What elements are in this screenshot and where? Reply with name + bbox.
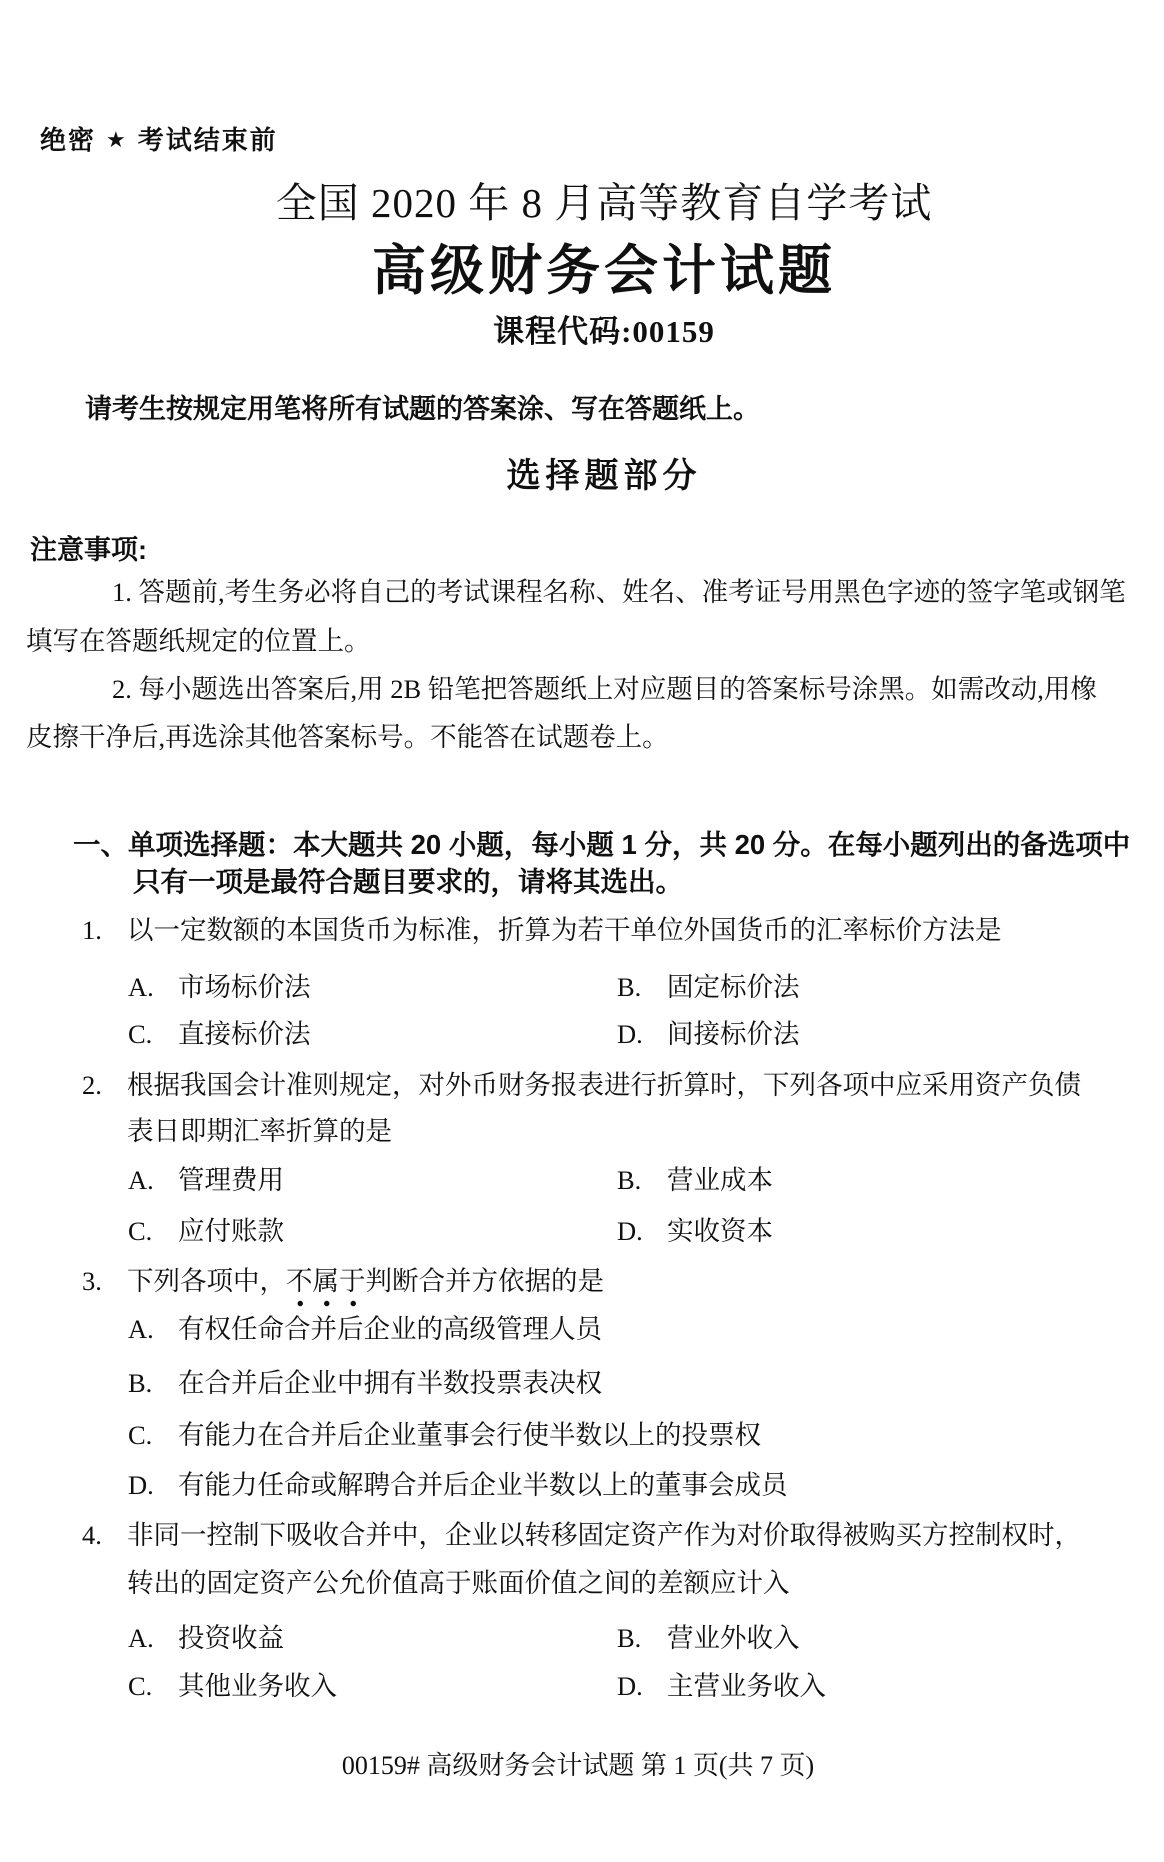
q1-option-b-label: B. bbox=[617, 972, 642, 1002]
q2-option-a-label: A. bbox=[128, 1165, 154, 1195]
q1-option-b-text: 固定标价法 bbox=[667, 972, 800, 1002]
notice-2-line-2: 皮擦干净后,再选涂其他答案标号。不能答在试题卷上。 bbox=[26, 722, 669, 752]
q4-option-a-label: A. bbox=[128, 1623, 154, 1653]
section-one-heading-line-2: 只有一项是最符合题目要求的，请将其选出。 bbox=[133, 866, 683, 897]
q4-option-d-text: 主营业务收入 bbox=[667, 1671, 826, 1701]
classification-timing: 考试结束前 bbox=[137, 125, 278, 155]
q3-option-b-text: 在合并后企业中拥有半数投票表决权 bbox=[178, 1368, 602, 1398]
q3-stem-emphasis: 不属于 bbox=[286, 1266, 366, 1308]
q4-option-c-text: 其他业务收入 bbox=[178, 1671, 337, 1701]
q4-options-row-1 bbox=[128, 1616, 800, 1655]
q1-option-a-text: 市场标价法 bbox=[178, 972, 311, 1002]
q2-option-b bbox=[617, 1165, 773, 1195]
section-one-heading-line-1: 一、单项选择题：本大题共 20 小题，每小题 1 分，共 20 分。在每小题列出的备选项中 bbox=[73, 829, 1131, 860]
q3-option-d-label: D. bbox=[128, 1470, 154, 1500]
q4-option-b-label: B. bbox=[617, 1623, 642, 1653]
q1-option-c bbox=[128, 1012, 617, 1051]
q3-stem bbox=[82, 1259, 604, 1298]
q2-option-c-label: C. bbox=[128, 1216, 153, 1246]
q4-stem-line-2: 转出的固定资产公允价值高于账面价值之间的差额应计入 bbox=[127, 1568, 790, 1598]
q4-option-d-label: D. bbox=[617, 1671, 643, 1701]
star-icon: ★ bbox=[106, 127, 128, 152]
q3-option-d-text: 有能力任命或解聘合并后企业半数以上的董事会成员 bbox=[178, 1470, 788, 1500]
notices-heading: 注意事项: bbox=[30, 535, 147, 565]
q3-option-a-label: A. bbox=[128, 1314, 154, 1344]
answer-instruction: 请考生按规定用笔将所有试题的答案涂、写在答题纸上。 bbox=[85, 394, 760, 424]
q1-stem-text: 以一定数额的本国货币为标准，折算为若干单位外国货币的汇率标价方法是 bbox=[127, 915, 1002, 945]
q2-option-c-text: 应付账款 bbox=[178, 1216, 284, 1246]
q2-option-d bbox=[617, 1216, 773, 1246]
q1-option-b bbox=[617, 972, 800, 1002]
q4-option-c bbox=[128, 1664, 617, 1703]
q1-stem bbox=[82, 908, 1002, 947]
q4-option-b bbox=[617, 1623, 800, 1653]
q4-option-d bbox=[617, 1671, 826, 1701]
q1-option-a bbox=[128, 965, 617, 1004]
q1-options-row-2 bbox=[128, 1012, 800, 1051]
q3-option-b-label: B. bbox=[128, 1368, 153, 1398]
q4-stem-text-1: 非同一控制下吸收合并中，企业以转移固定资产作为对价取得被购买方控制权时， bbox=[127, 1520, 1081, 1550]
q2-number: 2. bbox=[82, 1070, 102, 1100]
notice-1-line-2: 填写在答题纸规定的位置上。 bbox=[26, 626, 371, 656]
q4-number: 4. bbox=[82, 1520, 102, 1550]
q2-option-c bbox=[128, 1209, 617, 1248]
q4-option-a-text: 投资收益 bbox=[178, 1623, 284, 1653]
q2-option-b-label: B. bbox=[617, 1165, 642, 1195]
paper-title: 高级财务会计试题 bbox=[372, 241, 836, 301]
q4-options-row-2 bbox=[128, 1664, 826, 1703]
q2-option-a-text: 管理费用 bbox=[178, 1165, 284, 1195]
q3-number: 3. bbox=[82, 1266, 102, 1296]
q3-option-c bbox=[128, 1413, 761, 1452]
exam-session-title: 全国 2020 年 8 月高等教育自学考试 bbox=[275, 180, 933, 226]
q3-stem-prefix: 下列各项中， bbox=[127, 1266, 286, 1296]
q2-stem-line-2: 表日即期汇率折算的是 bbox=[127, 1116, 392, 1146]
q4-option-b-text: 营业外收入 bbox=[667, 1623, 800, 1653]
q3-option-d bbox=[128, 1463, 788, 1502]
course-code: 课程代码:00159 bbox=[493, 314, 715, 349]
classification-secrecy: 绝密 bbox=[40, 125, 97, 155]
q1-option-d-label: D. bbox=[617, 1019, 643, 1049]
part-section-title: 选择题部分 bbox=[506, 457, 702, 495]
q2-option-d-label: D. bbox=[617, 1216, 643, 1246]
q1-options-row-1 bbox=[128, 965, 800, 1004]
q2-option-b-text: 营业成本 bbox=[667, 1165, 773, 1195]
page-footer: 00159# 高级财务会计试题 第 1 页(共 7 页) bbox=[341, 1751, 815, 1780]
q2-stem-text-1: 根据我国会计准则规定，对外币财务报表进行折算时，下列各项中应采用资产负债 bbox=[127, 1070, 1081, 1100]
q1-option-c-label: C. bbox=[128, 1019, 153, 1049]
q4-option-c-label: C. bbox=[128, 1671, 153, 1701]
q2-stem-line-1 bbox=[82, 1063, 1081, 1102]
q3-option-c-text: 有能力在合并后企业董事会行使半数以上的投票权 bbox=[178, 1420, 761, 1450]
classification-banner bbox=[40, 120, 278, 157]
q4-stem-line-1 bbox=[82, 1513, 1081, 1552]
notice-2-line-1: 2. 每小题选出答案后,用 2B 铅笔把答题纸上对应题目的答案标号涂黑。如需改动,用橡 bbox=[112, 674, 1097, 704]
q3-stem-suffix: 判断合并方依据的是 bbox=[365, 1266, 604, 1296]
q2-option-d-text: 实收资本 bbox=[667, 1216, 773, 1246]
q1-option-c-text: 直接标价法 bbox=[178, 1019, 311, 1049]
q2-option-a bbox=[128, 1158, 617, 1197]
q2-options-row-1 bbox=[128, 1158, 773, 1197]
q3-option-a-text: 有权任命合并后企业的高级管理人员 bbox=[178, 1314, 602, 1344]
q3-option-c-label: C. bbox=[128, 1420, 153, 1450]
q2-options-row-2 bbox=[128, 1209, 773, 1248]
q1-option-a-label: A. bbox=[128, 972, 154, 1002]
q1-number: 1. bbox=[82, 915, 102, 945]
notice-1-line-1: 1. 答题前,考生务必将自己的考试课程名称、姓名、准考证号用黑色字迹的签字笔或钢笔 bbox=[112, 577, 1126, 607]
q1-option-d-text: 间接标价法 bbox=[667, 1019, 800, 1049]
q3-option-b bbox=[128, 1361, 602, 1400]
q4-option-a bbox=[128, 1616, 617, 1655]
q3-option-a bbox=[128, 1307, 602, 1346]
q1-option-d bbox=[617, 1019, 800, 1049]
